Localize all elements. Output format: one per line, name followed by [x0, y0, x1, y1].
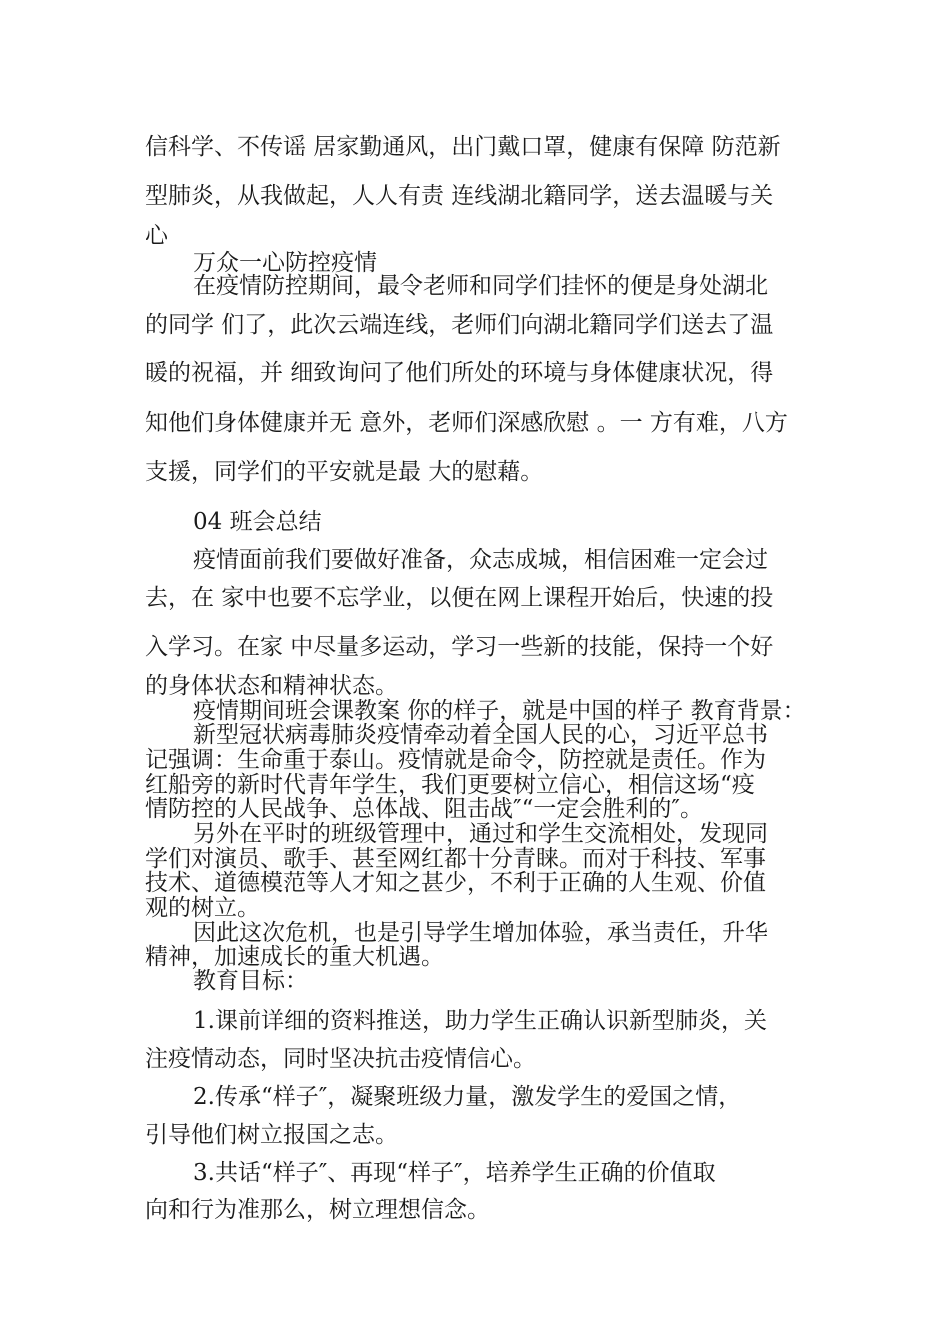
text-line: 在疫情防控期间，最令老师和同学们挂怀的便是身处湖北: [193, 273, 768, 299]
text-line: 疫情期间班会课教案 你的样子，就是中国的样子 教育背景：: [193, 698, 806, 724]
text-line: 2.传承“样子″，凝聚班级力量，激发学生的爱国之情，: [193, 1084, 742, 1110]
text-line: 暖的祝福，并 细致询问了他们所处的环境与身体健康状况，得: [145, 360, 774, 386]
text-line: 知他们身体健康并无 意外，老师们深感欣慰 。一 方有难，八方: [145, 410, 788, 436]
text-line: 情防控的人民战争、总体战、阻击战″“一定会胜利的″。: [145, 796, 703, 822]
text-line: 入学习。在家 中尽量多运动，学习一些新的技能，保持一个好: [145, 634, 774, 660]
text-line: 1.课前详细的资料推送，助力学生正确认识新型肺炎，关: [193, 1008, 767, 1034]
text-line: 观的树立。: [145, 895, 260, 921]
text-line: 另外在平时的班级管理中，通过和学生交流相处，发现同: [193, 821, 768, 847]
section-title: 万众一心防控疫情: [193, 250, 377, 276]
text-line: 心: [145, 223, 168, 249]
text-line: 注疫情动态，同时坚决抗击疫情信心。: [145, 1046, 536, 1072]
text-line: 型肺炎，从我做起，人人有责 连线湖北籍同学，送去温暖与关: [145, 183, 774, 209]
text-line: 因此这次危机，也是引导学生增加体验，承当责任，升华: [193, 920, 768, 946]
text-line: 信科学、不传谣 居家勤通风，出门戴口罩，健康有保障 防范新: [145, 134, 781, 160]
text-line: 去，在 家中也要不忘学业，以便在网上课程开始后，快速的投: [145, 585, 774, 611]
text-line: 向和行为准那么，树立理想信念。: [145, 1197, 490, 1223]
text-line: 新型冠状病毒肺炎疫情牵动着全国人民的心，习近平总书: [193, 722, 768, 748]
text-line: 3.共话“样子″、再现“样子″，培养学生正确的价值取: [193, 1160, 716, 1186]
text-line: 红船旁的新时代青年学生，我们更要树立信心，相信这场“疫: [145, 772, 755, 798]
section-heading: 教育目标：: [193, 968, 308, 994]
text-line: 的同学 们了，此次云端连线，老师们向湖北籍同学们送去了温: [145, 312, 774, 338]
text-line: 的身体状态和精神状态。: [145, 673, 398, 699]
text-line: 学们对演员、歌手、甚至网红都十分青睐。而对于科技、军事: [145, 846, 766, 872]
text-line: 技术、道德模范等人才知之甚少，不利于正确的人生观、价值: [145, 870, 766, 896]
text-line: 疫情面前我们要做好准备，众志成城，相信困难一定会过: [193, 547, 768, 573]
section-heading: 04 班会总结: [193, 509, 322, 535]
text-line: 支援，同学们的平安就是最 大的慰藉。: [145, 459, 544, 485]
text-line: 记强调：生命重于泰山。疫情就是命令，防控就是责任。作为: [145, 747, 766, 773]
text-line: 引导他们树立报国之志。: [145, 1122, 398, 1148]
text-line: 精神，加速成长的重大机遇。: [145, 944, 444, 970]
